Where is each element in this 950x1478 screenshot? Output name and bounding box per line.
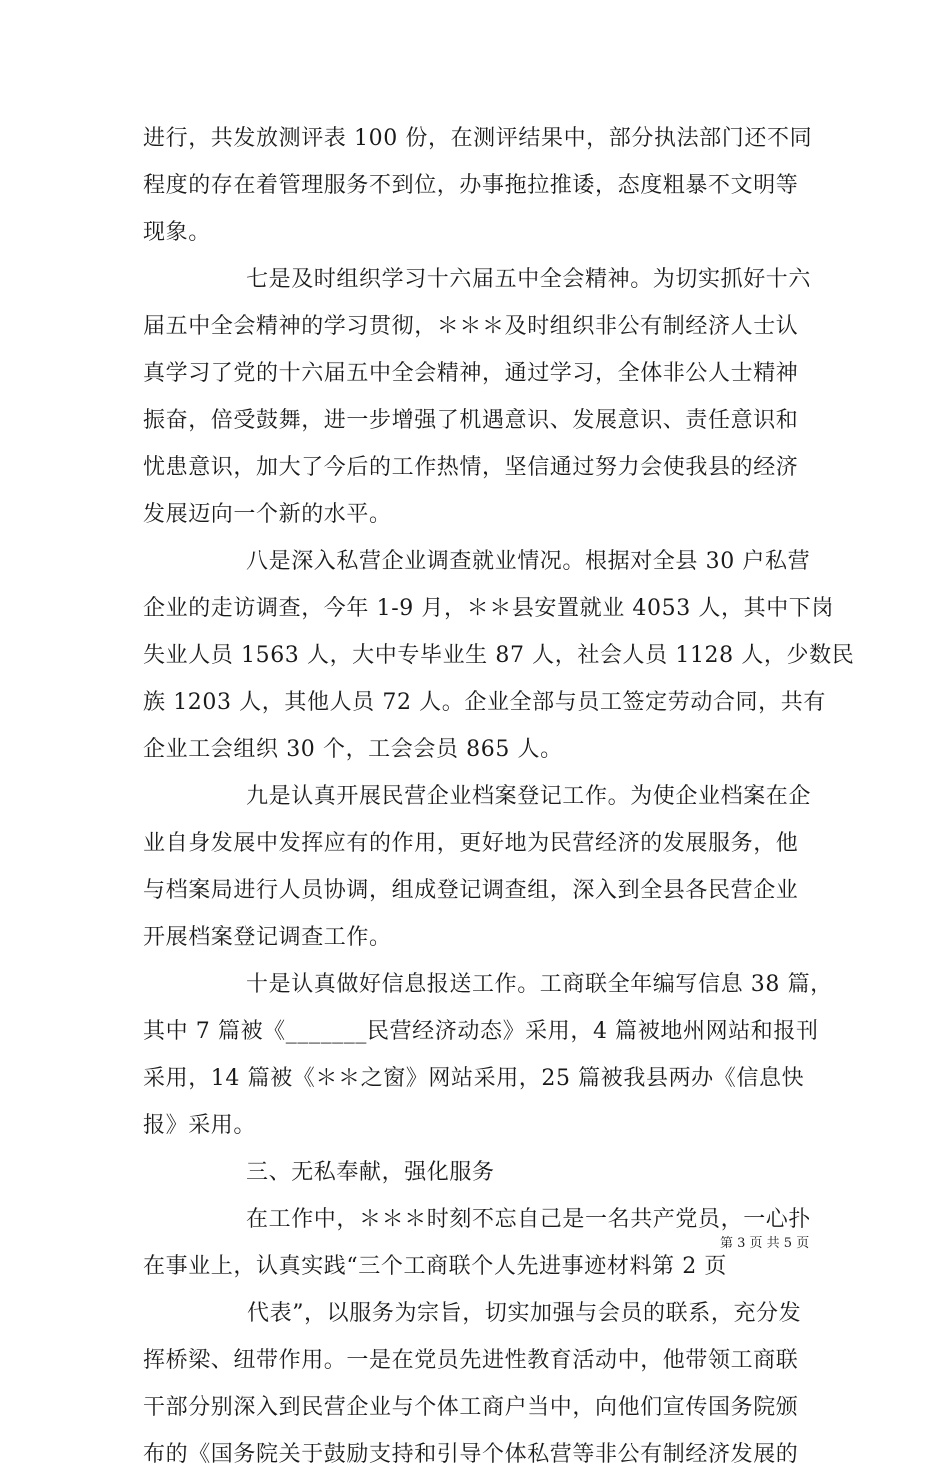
text-line: 干部分别深入到民营企业与个体工商户当中，向他们宣传国务院颁 [143,1395,799,1420]
paragraph-start-line: 十是认真做好信息报送工作。工商联全年编写信息 38 篇， [246,972,833,997]
paragraph-start-line: 七是及时组织学习十六届五中全会精神。为切实抓好十六 [246,267,812,292]
body-text [143,115,855,1478]
page-number-footer: 第 3 页 共 5 页 [720,1236,810,1251]
text-line: 布的《国务院关于鼓励支持和引导个体私营等非公有制经济发展的 [143,1442,799,1467]
text-line: 发展迈向一个新的水平。 [143,502,392,527]
text-line: 失业人员 1563 人，大中专毕业生 87 人，社会人员 1128 人，少数民 [143,643,855,668]
text-line: 企业工会组织 30 个，工会会员 865 人。 [143,737,563,762]
text-line: 真学习了党的十六届五中全会精神，通过学习，全体非公人士精神 [143,361,799,386]
text-line: 程度的存在着管理服务不到位，办事拖拉推诿，态度粗暴不文明等 [143,173,799,198]
text-line: 现象。 [143,220,211,245]
text-line: 代表”，以服务为宗旨，切实加强与会员的联系，充分发 [247,1301,802,1326]
text-line: 族 1203 人，其他人员 72 人。企业全部与员工签定劳动合同，共有 [143,690,826,715]
text-line: 振奋，倍受鼓舞，进一步增强了机遇意识、发展意识、责任意识和 [143,408,799,433]
text-line: 挥桥梁、纽带作用。一是在党员先进性教育活动中，他带领工商联 [143,1348,799,1373]
text-line: 开展档案登记调查工作。 [143,925,392,950]
text-line: 采用，14 篇被《＊＊之窗》网站采用，25 篇被我县两办《信息快 [143,1066,805,1091]
text-line: 进行，共发放测评表 100 份，在测评结果中，部分执法部门还不同 [143,126,813,151]
text-line: 其中 7 篇被《_______民营经济动态》采用，4 篇被地州网站和报刊 [143,1019,819,1044]
text-line: 忧患意识，加大了今后的工作热情，坚信通过努力会使我县的经济 [143,455,799,480]
section-heading: 三、无私奉献，强化服务 [246,1160,495,1185]
text-line: 与档案局进行人员协调，组成登记调查组，深入到全县各民营企业 [143,878,799,903]
paragraph-start-line: 九是认真开展民营企业档案登记工作。为使企业档案在企 [246,784,812,809]
text-line: 届五中全会精神的学习贯彻，＊＊＊及时组织非公有制经济人士认 [143,314,799,339]
text-line: 业自身发展中发挥应有的作用，更好地为民营经济的发展服务，他 [143,831,799,856]
paragraph-start-line: 在工作中，＊＊＊时刻不忘自己是一名共产党员，一心扑 [246,1207,812,1232]
text-line: 企业的走访调查，今年 1-9 月，＊＊县安置就业 4053 人，其中下岗 [143,596,834,621]
text-line: 报》采用。 [143,1113,257,1138]
text-line: 在事业上，认真实践“三个工商联个人先进事迹材料第 2 页 [143,1254,728,1279]
paragraph-start-line: 八是深入私营企业调查就业情况。根据对全县 30 户私营 [246,549,811,574]
